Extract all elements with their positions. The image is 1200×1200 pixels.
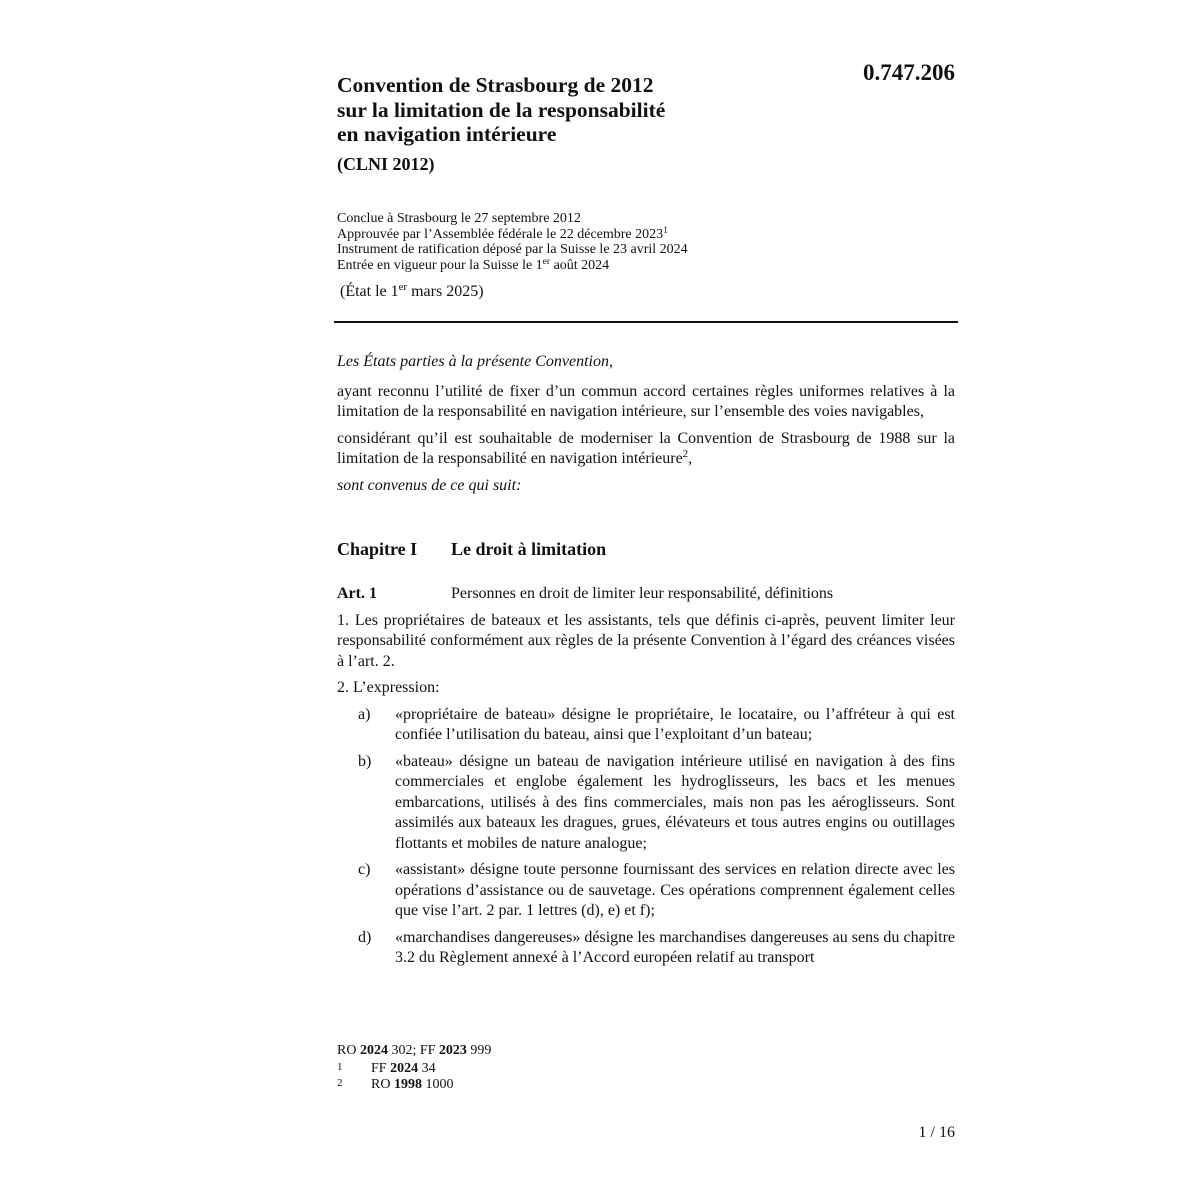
footnote (337, 1077, 737, 1093)
footnote-ref[interactable]: 2 (682, 448, 689, 461)
document-title (337, 73, 757, 147)
footnote (337, 1061, 737, 1077)
ratification-date: Instrument de ratification déposé par la Suisse le 23 avril 2024 (337, 242, 688, 257)
list-item-text: «bateau» désigne un bateau de navigation intérieure utilisé en navigation à des fins commerciales et englobe également les hydroglisseurs, les bacs et les menues embarcations, utilisés à des fins commerciales, mais non pas les aéroglisseurs. Sont assimilés aux bateaux les dragues, grues, élévateurs et tous autres engins ou outillages flottants et mobiles de nature analogue; (395, 752, 955, 852)
document-body (337, 352, 955, 975)
article-paragraph: 1. Les propriétaires de bateaux et les assistants, tels que définis ci-après, peuvent limiter leur responsabilité conformément aux règles de la présente Convention à l’égard des créances visées à l’art. 2. (337, 611, 955, 670)
footnote-text: FF 2024 34 (371, 1061, 436, 1076)
list-item-text: «propriétaire de bateau» désigne le propriétaire, le locataire, ou l’affréteur à qui est confiée l’utilisation du bateau, ainsi que l’exploitant d’un bateau; (395, 705, 955, 743)
list-item-text: «assistant» désigne toute personne fournissant des services en relation directe avec les opérations d’assistance ou de sauvetage. Ces opérations comprennent également celles que vise l’art. 2 par. 1 lettres (d), e) et f); (395, 861, 955, 919)
preamble-closing: sont convenus de ce qui suit: (337, 476, 522, 494)
entry-into-force-date: Entrée en vigueur pour la Suisse le 1er août 2024 (337, 256, 610, 273)
article-title: Personnes en droit de limiter leur responsabilité, définitions (451, 585, 834, 602)
footnote-ref[interactable]: 1 (663, 225, 668, 236)
article-number: Art. 1 (337, 585, 377, 602)
footnote-number: 1 (337, 1061, 343, 1073)
list-item (337, 928, 955, 969)
chapter-heading (337, 538, 955, 560)
concluded-date: Conclue à Strasbourg le 27 septembre 2012 (337, 211, 581, 226)
definitions-list (337, 705, 955, 969)
title-line: sur la limitation de la responsabilité (337, 97, 666, 122)
document-metadata (337, 211, 957, 273)
list-item (337, 860, 955, 922)
article-paragraph: 2. L’expression: (337, 679, 440, 696)
header-divider (334, 321, 958, 323)
title-line: en navigation intérieure (337, 122, 557, 146)
article-heading (337, 584, 955, 605)
list-item (337, 752, 955, 855)
page-indicator: 1 / 16 (918, 1124, 955, 1141)
list-item-text: «marchandises dangereuses» désigne les marchandises dangereuses au sens du chapitre 3.2 du Règlement annexé à l’Accord européen relatif au transport (395, 928, 955, 966)
preamble-paragraph: ayant reconnu l’utilité de fixer d’un commun accord certaines règles uniformes relatives à la limitation de la responsabilité en navigation intérieure, sur l’ensemble des voies navigables, (337, 382, 955, 420)
reference-number: 0.747.206 (863, 60, 955, 85)
chapter-title: Le droit à limitation (451, 539, 607, 559)
document-state-date: (État le 1er mars 2025) (340, 281, 484, 300)
document-abbreviation: (CLNI 2012) (337, 154, 435, 174)
list-item-label: b) (358, 752, 372, 770)
footnote-number: 2 (337, 1077, 343, 1089)
chapter-number: Chapitre I (337, 539, 418, 559)
footnotes (337, 1043, 737, 1093)
approved-date: Approuvée par l’Assemblée fédérale le 22 décembre 2023$^1$ (337, 225, 668, 242)
publication-source: RO 2024 302; FF 2023 999 (337, 1043, 492, 1058)
list-item-label: c) (358, 861, 371, 878)
footnote-text: RO 1998 1000 (371, 1077, 454, 1092)
list-item-label: d) (358, 928, 372, 946)
preamble-intro: Les États parties à la présente Convention, (337, 353, 613, 370)
title-line: Convention de Strasbourg de 2012 (337, 73, 654, 97)
list-item-label: a) (358, 705, 371, 723)
list-item (337, 705, 955, 746)
preamble-paragraph: considérant qu’il est souhaitable de moderniser la Convention de Strasbourg de 1988 sur la limitation de la responsabilité en navigation intérieure$^2$, (337, 429, 955, 467)
